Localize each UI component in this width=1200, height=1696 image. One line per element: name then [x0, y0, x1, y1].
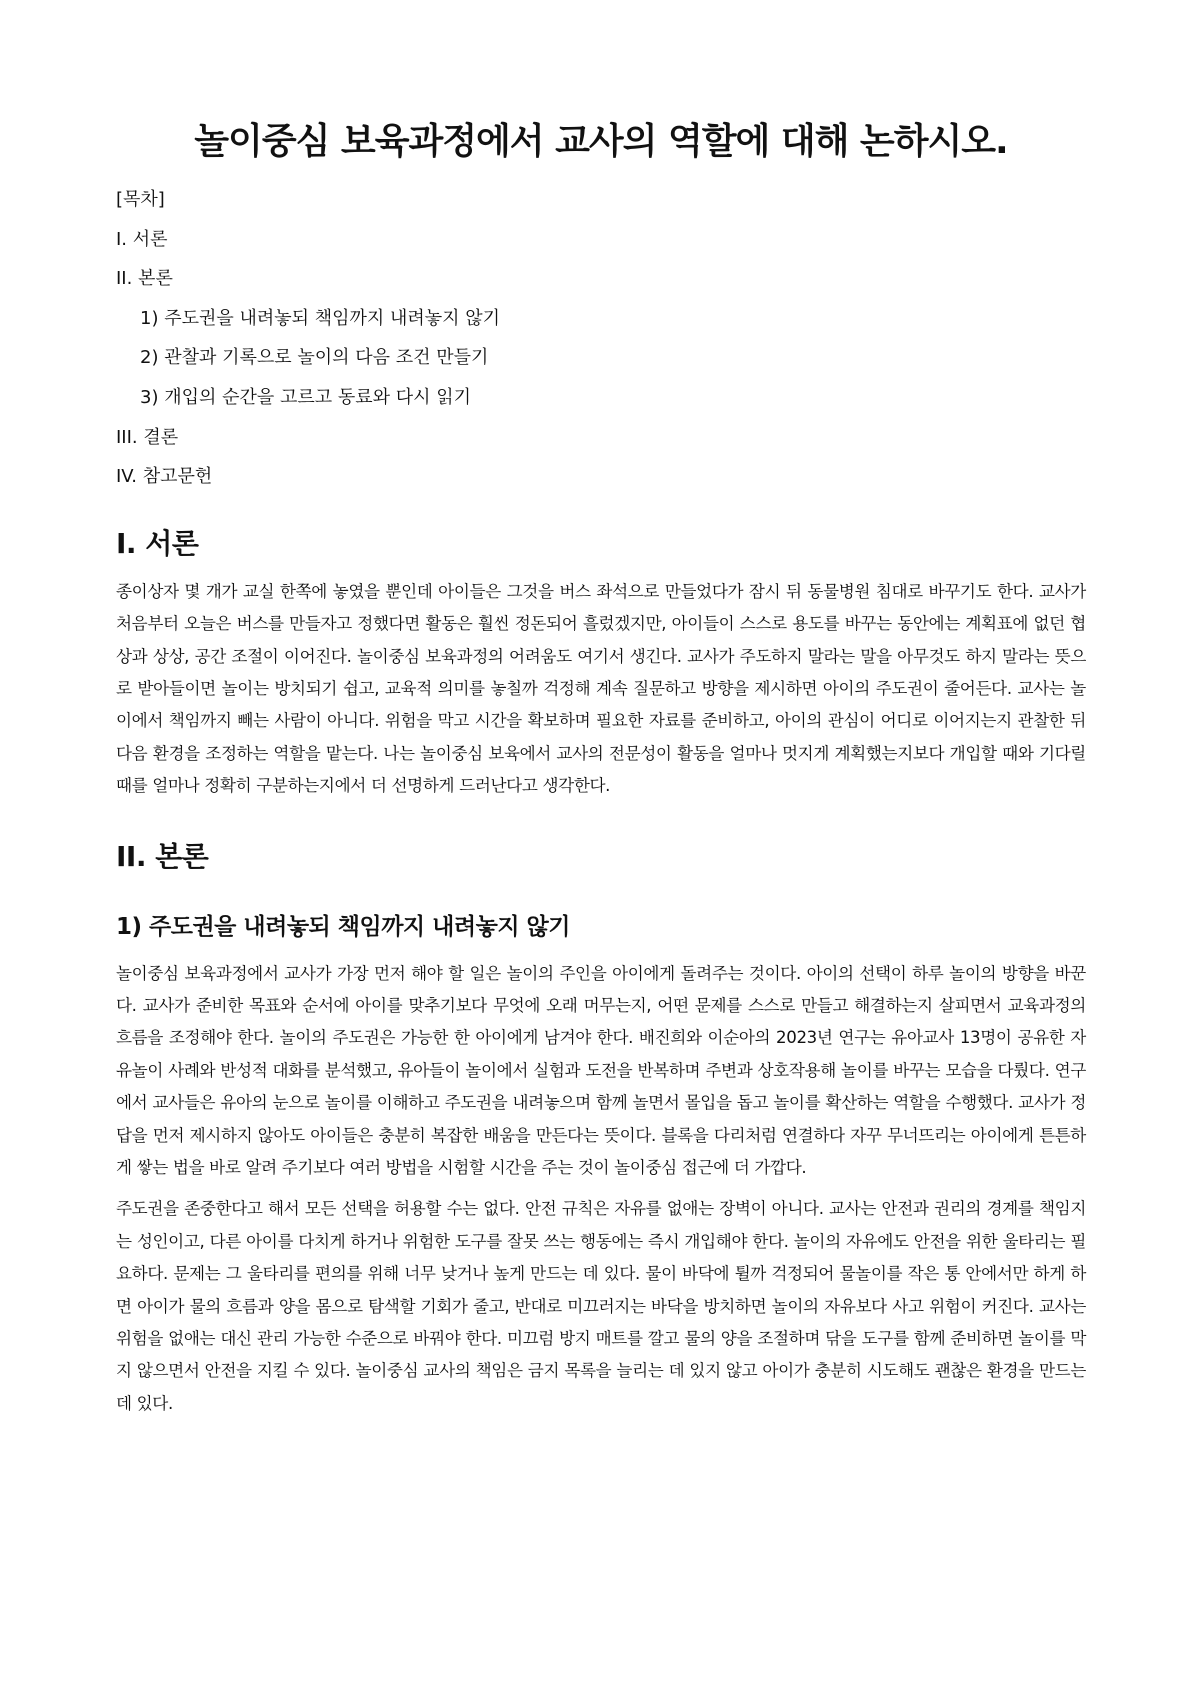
- toc-item: 3) 개입의 순간을 고르고 동료와 다시 읽기: [140, 386, 472, 408]
- table-of-contents: [116, 188, 1086, 505]
- subsection-heading: 1) 주도권을 내려놓되 책임까지 내려놓지 않기: [116, 913, 570, 940]
- document-title: 놀이중심 보육과정에서 교사의 역할에 대해 논하시오.: [194, 121, 1008, 162]
- section-heading-intro: I. 서론: [116, 526, 199, 560]
- toc-item: II. 본론: [116, 268, 173, 290]
- intro-paragraph: 종이상자 몇 개가 교실 한쪽에 놓였을 뿐인데 아이들은 그것을 버스 좌석으로 만들었다가 잠시 뒤 동물병원 침대로 바꾸기도 한다. 교사가 처음부터 오늘은 버스를 만들자고 정했다면 활동은 훨씬 정돈되어 흘렀겠지만, 아이들이 스스로 용도를 바꾸는 동안에는 계획표에 없던 협상과 상상, 공간 조절이 이어진다. 놀이중심 보육과정의 어려움도 여기서 생긴다. 교사가 주도하지 말라는 말을 아무것도 하지 말라는 뜻으로 받아들이면 놀이는 방치되기 쉽고, 교육적 의미를 놓칠까 걱정해 계속 질문하고 방향을 제시하면 아이의 주도권이 줄어든다. 교사는 놀이에서 책임까지 빼는 사람이 아니다. 위험을 막고 시간을 확보하며 필요한 자료를 준비하고, 아이의 관심이 어디로 이어지는지 관찰한 뒤 다음 환경을 조정하는 역할을 맡는다. 나는 놀이중심 보육에서 교사의 전문성이 활동을 얼마나 멋지게 계획했는지보다 개입할 때와 기다릴 때를 얼마나 정확히 구분하는지에서 더 선명하게 드러난다고 생각한다.: [116, 581, 1086, 796]
- toc-heading: [목차]: [116, 189, 165, 210]
- toc-item: IV. 참고문헌: [116, 466, 213, 488]
- toc-item: I. 서론: [116, 228, 168, 250]
- toc-item: III. 결론: [116, 426, 179, 448]
- toc-item: 1) 주도권을 내려놓되 책임까지 내려놓지 않기: [140, 307, 501, 329]
- document-page: [116, 0, 1086, 1420]
- body-paragraph: 놀이중심 보육과정에서 교사가 가장 먼저 해야 할 일은 놀이의 주인을 아이에게 돌려주는 것이다. 아이의 선택이 하루 놀이의 방향을 바꾼다. 교사가 준비한 목표와 순서에 아이를 맞추기보다 무엇에 오래 머무는지, 어떤 문제를 스스로 만들고 해결하는지 살피면서 교육과정의 흐름을 조정해야 한다. 놀이의 주도권은 가능한 한 아이에게 남겨야 한다. 배진희와 이순아의 2023년 연구는 유아교사 13명이 공유한 자유놀이 사례와 반성적 대화를 분석했고, 유아들이 놀이에서 실험과 도전을 반복하며 주변과 상호작용해 놀이를 바꾸는 모습을 다뤘다. 연구에서 교사들은 유아의 눈으로 놀이를 이해하고 주도권을 내려놓으며 함께 놀면서 몰입을 돕고 놀이를 확산하는 역할을 수행했다. 교사가 정답을 먼저 제시하지 않아도 아이들은 충분히 복잡한 배움을 만든다는 뜻이다. 블록을 다리처럼 연결하다 자꾸 무너뜨리는 아이에게 튼튼하게 쌓는 법을 바로 알려 주기보다 여러 방법을 시험할 시간을 주는 것이 놀이중심 접근에 더 가깝다.: [116, 963, 1086, 1178]
- section-heading-body: II. 본론: [116, 839, 209, 873]
- toc-item: 2) 관찰과 기록으로 놀이의 다음 조건 만들기: [140, 347, 489, 369]
- body-paragraph: 주도권을 존중한다고 해서 모든 선택을 허용할 수는 없다. 안전 규칙은 자유를 없애는 장벽이 아니다. 교사는 안전과 권리의 경계를 책임지는 성인이고, 다른 아이를 다치게 하거나 위험한 도구를 잘못 쓰는 행동에는 즉시 개입해야 한다. 놀이의 자유에도 안전을 위한 울타리는 필요하다. 문제는 그 울타리를 편의를 위해 너무 낮거나 높게 만드는 데 있다. 물이 바닥에 튈까 걱정되어 물놀이를 작은 통 안에서만 하게 하면 아이가 물의 흐름과 양을 몸으로 탐색할 기회가 줄고, 반대로 미끄러지는 바닥을 방치하면 놀이의 자유보다 사고 위험이 커진다. 교사는 위험을 없애는 대신 관리 가능한 수준으로 바꿔야 한다. 미끄럼 방지 매트를 깔고 물의 양을 조절하며 닦을 도구를 함께 준비하면 놀이를 막지 않으면서 안전을 지킬 수 있다. 놀이중심 교사의 책임은 금지 목록을 늘리는 데 있지 않고 아이가 충분히 시도해도 괜찮은 환경을 만드는 데 있다.: [116, 1199, 1086, 1413]
